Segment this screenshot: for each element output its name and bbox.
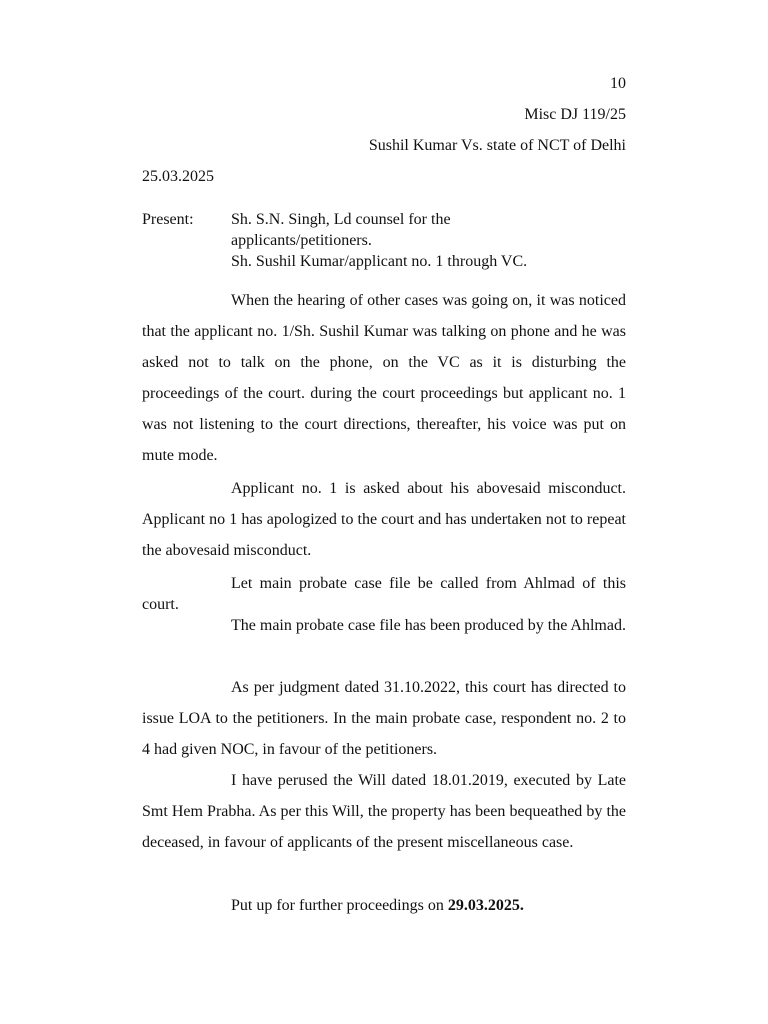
case-title: Sushil Kumar Vs. state of NCT of Delhi (368, 137, 626, 154)
paragraph-call-file: Let main probate case file be called from Ahlmad of this court. (142, 575, 626, 613)
present-line: Sh. S.N. Singh, Ld counsel for the (231, 211, 451, 228)
order-date: 25.03.2025 (142, 168, 214, 185)
paragraph-judgment: As per judgment dated 31.10.2022, this court has directed to issue LOA to the petitioners. In the main probate case, respondent no. 2 to 4 had given NOC, in favour of the petitioners. (142, 679, 626, 758)
next-date-text: Put up for further proceedings on (231, 897, 448, 914)
paragraph-misconduct: Applicant no. 1 is asked about his abovesaid misconduct. Applicant no 1 has apologized to the court and has undertaken not to repeat the abovesaid misconduct. (142, 480, 626, 559)
paragraph-will: I have perused the Will dated 18.01.2019, executed by Late Smt Hem Prabha. As per this Will, the property has been bequeathed by the deceased, in favour of applicants of the present miscellaneous case. (142, 772, 626, 851)
paragraph-file-produced: The main probate case file has been produced by the Ahlmad. (231, 617, 626, 634)
next-hearing-date: 29.03.2025. (447, 897, 524, 914)
paragraph-hearing: When the hearing of other cases was going on, it was noticed that the applicant no. 1/Sh. Sushil Kumar was talking on phone and he was asked not to talk on the phone, on the VC as it is disturbing the proceedings of the court. during the court proceedings but applicant no. 1 was not listening to the court directions, thereafter, his voice was put on mute mode. (142, 292, 626, 464)
present-line: Sh. Sushil Kumar/applicant no. 1 through VC. (231, 253, 528, 270)
paragraph-next-date (142, 890, 626, 921)
case-number: Misc DJ 119/25 (524, 106, 626, 123)
present-line: applicants/petitioners. (231, 232, 372, 249)
present-label: Present: (142, 211, 194, 228)
present-list (231, 209, 527, 272)
page-number: 10 (610, 75, 626, 92)
